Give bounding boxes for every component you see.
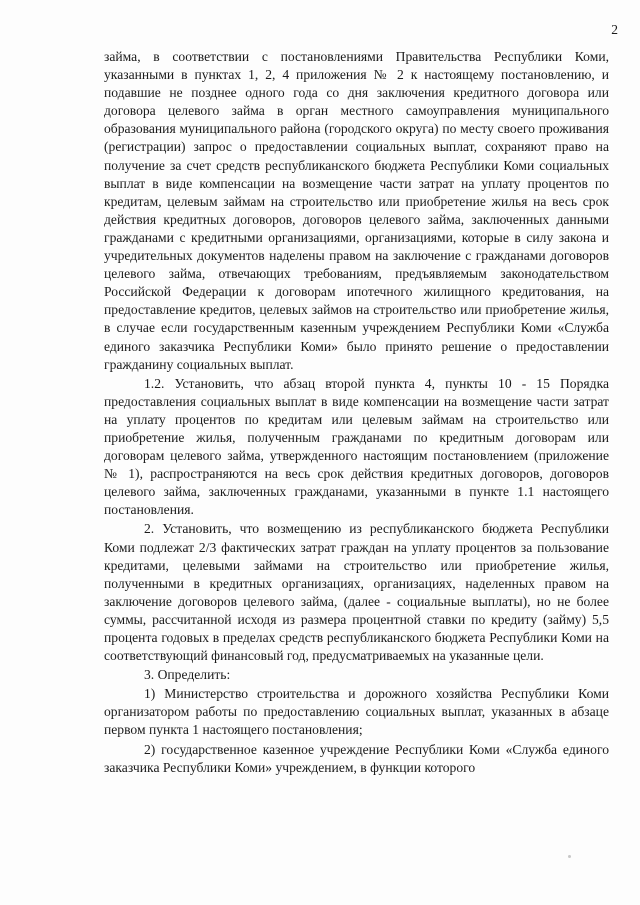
paragraph-3-item-1: 1) Министерство строительства и дорожного хозяйства Республики Коми организатором работы по предоставлению социальных выплат, указанных в абзаце первом пункта 1 настоящего постановления;: [104, 686, 609, 738]
page-number: 2: [611, 22, 618, 37]
paragraph-3-heading: 3. Определить:: [144, 667, 231, 683]
paragraph-1-2: 1.2. Установить, что абзац второй пункта 4, пункты 10 - 15 Порядка предоставления социальных выплат в виде компенсации на возмещение части затрат на уплату процентов по кредитам или целевым займам на строительство или приобретение жилья, полученным гражданами по кредитным договорам или договорам целевого займа, утвержденного настоящим постановлением (приложение № 1), распространяются на весь срок действия кредитных договоров, договоров целевого займа, заключенных гражданами, указанными в пункте 1.1 настоящего постановления.: [104, 375, 609, 518]
paragraph-3-item-2: 2) государственное казенное учреждение Республики Коми «Служба единого заказчика Республики Коми» учреждением, в функции которого: [104, 741, 609, 775]
scan-speck: [568, 855, 571, 858]
paragraph-continuation: займа, в соответствии с постановлениями Правительства Республики Коми, указанными в пунктах 1, 2, 4 приложения № 2 к настоящему постановлению, и подавшие не позднее одного года со дня заключения кредитного договора или договора целевого займа в орган местного самоуправления муниципального образования муниципального района (городского округа) по месту своего проживания (регистрации) запрос о предоставлении социальных выплат, сохраняют право на получение за счет средств республиканского бюджета Республики Коми социальных выплат в виде компенсации на возмещение части затрат на уплату процентов по кредитам, целевым займам на строительство или приобретение жилья на весь срок действия кредитных договоров, договоров целевого займа, заключенных данными гражданами с кредитными организациями, организациями, которые в силу закона и учредительных документов наделены правом на заключение с гражданами договоров целевого займа, отвечающих требованиям, предъявляемым законодательством Российской Федерации к договорам ипотечного жилищного кредитования, на предоставление кредитов, целевых займов на строительство или приобретение жилья, в случае если государственным казенным учреждением Республики Коми «Служба единого заказчика Республики Коми» было принято решение о предоставлении гражданину социальных выплат.: [104, 49, 609, 372]
paragraph-2: 2. Установить, что возмещению из республиканского бюджета Республики Коми подлежат 2/3 фактических затрат граждан на уплату процентов за пользование кредитами, целевыми займами на строительство или приобретение жилья, полученными в кредитных организациях, организациях, наделенных правом на заключение договоров целевого займа, (далее - социальные выплаты), но не более суммы, рассчитанной исходя из размера процентной ставки по кредиту (займу) 5,5 процента годовых в пределах средств республиканского бюджета Республики Коми на соответствующий финансовый год, предусматриваемых на указанные цели.: [104, 521, 609, 664]
document-body: [104, 48, 609, 777]
